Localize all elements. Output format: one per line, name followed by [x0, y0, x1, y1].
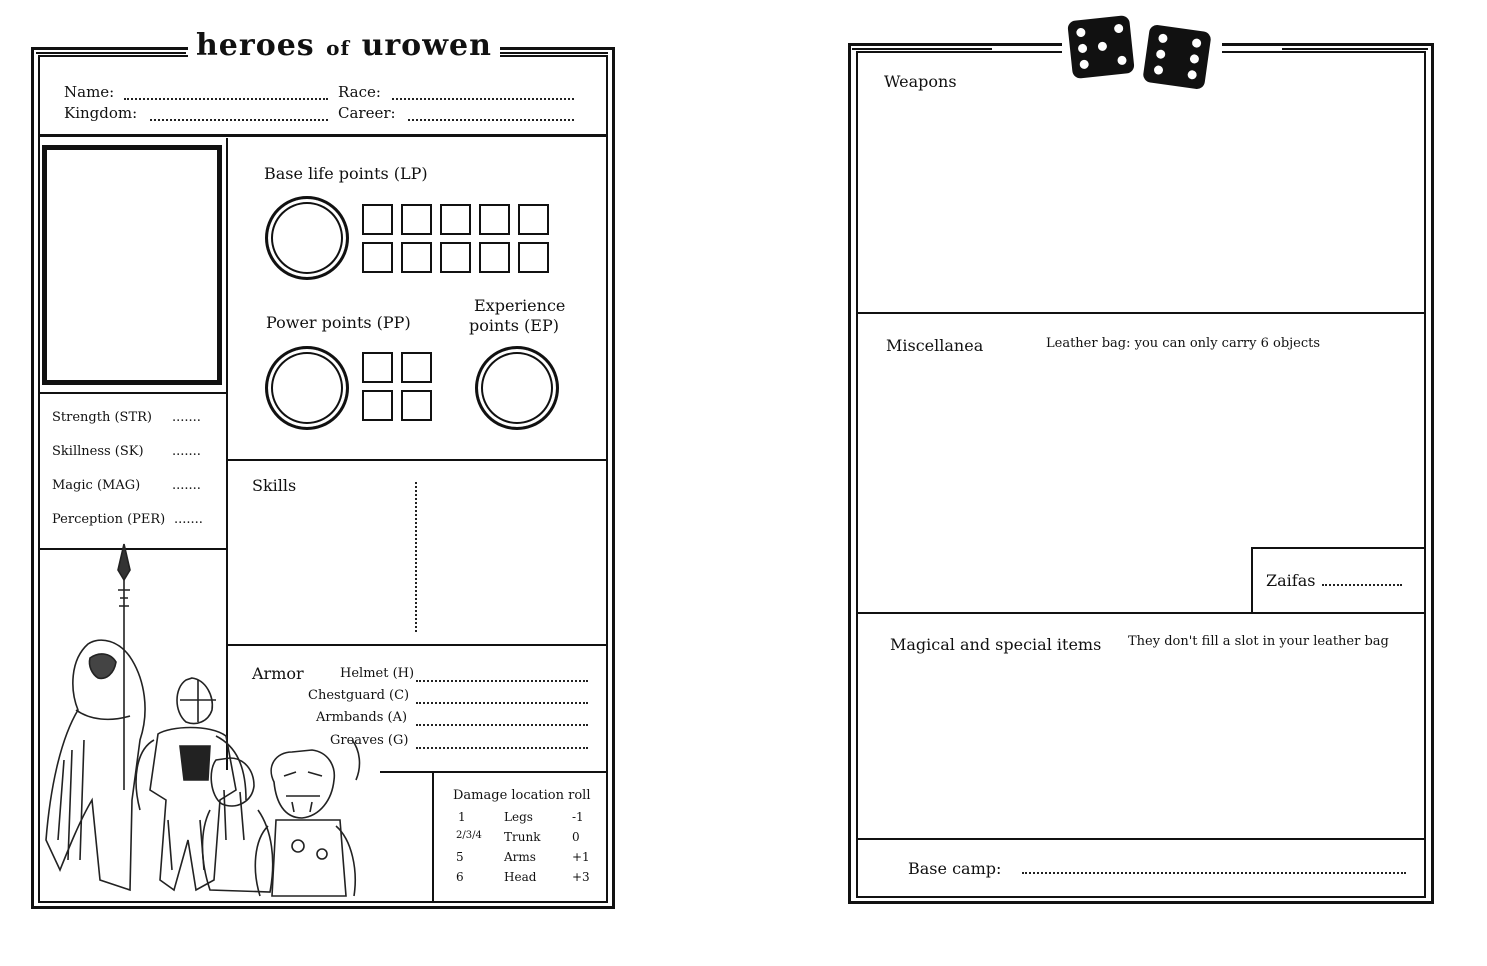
title-word-heroes: heroes: [196, 28, 315, 63]
lp-box-3[interactable]: [440, 204, 471, 235]
zaifas-label: Zaifas: [1266, 571, 1316, 590]
kingdom-label: Kingdom:: [64, 104, 138, 122]
magic-area[interactable]: [862, 662, 1418, 834]
stat-magic-value[interactable]: .......: [172, 478, 201, 493]
damage-mod: -1: [572, 810, 584, 824]
damage-row: [450, 810, 590, 830]
damage-part: Legs: [504, 810, 533, 824]
stat-strength-label: Strength (STR): [52, 410, 152, 425]
armor-armbands-label: Armbands (A): [316, 710, 408, 725]
armor-label: Armor: [252, 664, 304, 683]
armor-chestguard-field[interactable]: [416, 702, 588, 704]
lp-box-7[interactable]: [401, 242, 432, 273]
damage-row: [450, 870, 590, 890]
name-field[interactable]: [124, 98, 328, 100]
basecamp-field[interactable]: [1022, 872, 1406, 874]
weapons-label: Weapons: [884, 72, 957, 91]
damage-mod: 0: [572, 830, 580, 844]
armor-helmet-label: Helmet (H): [340, 666, 415, 681]
misc-label: Miscellanea: [886, 336, 984, 355]
stat-strength-value[interactable]: .......: [172, 410, 201, 425]
lp-box-9[interactable]: [479, 242, 510, 273]
skills-label: Skills: [252, 476, 297, 495]
armor-chestguard-label: Chestguard (C): [308, 688, 410, 703]
misc-bottom-divider: [856, 612, 1426, 614]
lp-box-2[interactable]: [401, 204, 432, 235]
zaifas-field[interactable]: [1322, 584, 1402, 586]
ep-circle[interactable]: [475, 346, 559, 430]
title-bar-left: [36, 48, 186, 54]
weapons-divider: [856, 312, 1426, 314]
armor-helmet-field[interactable]: [416, 680, 588, 682]
lp-box-4[interactable]: [479, 204, 510, 235]
misc-area[interactable]: [862, 362, 1248, 606]
pp-box-2[interactable]: [401, 352, 432, 383]
lp-box-5[interactable]: [518, 204, 549, 235]
race-label: Race:: [338, 83, 381, 101]
race-field[interactable]: [392, 98, 574, 100]
stat-magic-label: Magic (MAG): [52, 478, 141, 493]
lp-circle[interactable]: [265, 196, 349, 280]
damage-mod: +1: [572, 850, 590, 864]
weapons-area[interactable]: [862, 100, 1418, 308]
stat-perception-value[interactable]: .......: [174, 512, 203, 527]
stat-skillness-value[interactable]: .......: [172, 444, 201, 459]
damage-top-divider: [380, 771, 608, 773]
pp-box-4[interactable]: [401, 390, 432, 421]
sheet-title: [188, 28, 500, 63]
heroes-illustration: [40, 540, 380, 902]
header-divider: [38, 134, 608, 137]
pp-box-3[interactable]: [362, 390, 393, 421]
damage-part: Arms: [504, 850, 536, 864]
die-left: [1067, 15, 1135, 79]
stat-skillness-label: Skillness (SK): [52, 444, 144, 459]
zaifas-top-divider: [1251, 547, 1426, 549]
pp-circle[interactable]: [265, 346, 349, 430]
dice-icon: [1062, 8, 1222, 94]
right-title-bar-left: [852, 44, 992, 50]
magic-bottom-divider: [856, 838, 1426, 840]
misc-note: Leather bag: you can only carry 6 objects: [1046, 336, 1321, 351]
damage-part: Trunk: [504, 830, 541, 844]
armor-armbands-field[interactable]: [416, 724, 588, 726]
lp-box-1[interactable]: [362, 204, 393, 235]
career-label: Career:: [338, 104, 396, 122]
zaifas-left-divider: [1251, 547, 1253, 613]
stat-perception-label: Perception (PER): [52, 512, 166, 527]
magic-label: Magical and special items: [890, 635, 1102, 654]
damage-left-divider: [432, 771, 434, 903]
name-label: Name:: [64, 83, 115, 101]
magic-note: They don't fill a slot in your leather bag: [1128, 634, 1389, 649]
damage-roll: 6: [456, 870, 464, 884]
lp-box-8[interactable]: [440, 242, 471, 273]
stats-top-divider: [38, 392, 227, 394]
title-word-of: of: [326, 36, 351, 60]
ep-label-line2: points (EP): [469, 316, 559, 335]
ep-label-line1: Experience: [474, 296, 566, 315]
damage-roll: 5: [456, 850, 464, 864]
basecamp-label: Base camp:: [908, 859, 1002, 878]
pp-label: Power points (PP): [266, 313, 411, 332]
damage-roll: 2/3/4: [456, 830, 482, 841]
damage-row: [450, 850, 590, 870]
portrait-box[interactable]: [42, 145, 222, 385]
armor-greaves-label: Greaves (G): [330, 733, 409, 748]
damage-row: [450, 830, 590, 850]
pp-box-1[interactable]: [362, 352, 393, 383]
damage-part: Head: [504, 870, 537, 884]
career-field[interactable]: [408, 119, 574, 121]
lp-box-6[interactable]: [362, 242, 393, 273]
kingdom-field[interactable]: [150, 119, 328, 121]
lp-label: Base life points (LP): [264, 164, 428, 183]
damage-mod: +3: [572, 870, 590, 884]
armor-greaves-field[interactable]: [416, 747, 588, 749]
skills-top-divider: [226, 459, 608, 461]
damage-roll: 1: [458, 810, 466, 824]
title-word-urowen: urowen: [361, 28, 492, 63]
die-right: [1142, 24, 1211, 90]
lp-box-10[interactable]: [518, 242, 549, 273]
damage-title: Damage location roll: [453, 788, 591, 803]
right-title-bar-right: [1282, 44, 1428, 50]
